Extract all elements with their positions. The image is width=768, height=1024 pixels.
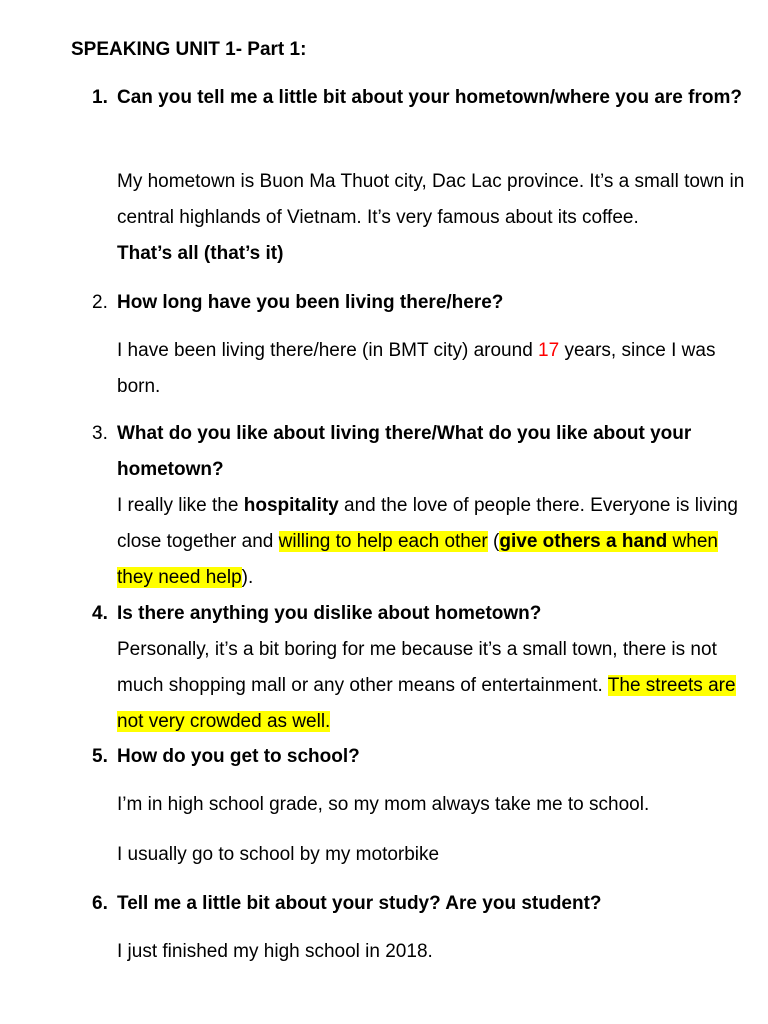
- answer-3-text-1: I really like the: [117, 495, 244, 516]
- answer-3-text-4: ).: [241, 567, 254, 588]
- item-number-6: 6.: [92, 893, 108, 914]
- answer-3-text-2: and the love of people there. Everyone is living close together and: [117, 495, 739, 552]
- answer-4: [117, 632, 757, 740]
- question-5: How do you get to school?: [117, 746, 360, 767]
- item-number-3: 3.: [92, 423, 108, 444]
- answer-2-years-value: 17: [538, 340, 560, 361]
- answer-4-text: Personally, it’s a bit boring for me because it’s a small town, there is not much shopping mall or any other means of entertainment.: [117, 639, 717, 696]
- document-title: SPEAKING UNIT 1- Part 1:: [71, 39, 307, 60]
- answer-4-highlight: The streets are not very crowded as well.: [117, 675, 736, 732]
- answer-3-highlight-2: when they need help: [117, 531, 718, 588]
- answer-2: [117, 333, 757, 405]
- answer-1-bold: That’s all (that’s it): [117, 243, 284, 264]
- item-number-2: 2.: [92, 292, 108, 313]
- answer-5-line-1: I’m in high school grade, so my mom always take me to school.: [117, 794, 650, 815]
- question-2: How long have you been living there/here?: [117, 292, 504, 313]
- answer-6: I just finished my high school in 2018.: [117, 941, 433, 962]
- answer-3-highlight-1: willing to help each other: [278, 531, 488, 552]
- answer-2-text-after: years, since I was born.: [117, 340, 716, 397]
- question-4: Is there anything you dislike about hometown?: [117, 603, 542, 624]
- answer-1: [117, 164, 757, 272]
- item-number-1: 1.: [92, 87, 108, 108]
- answer-1-text: My hometown is Buon Ma Thuot city, Dac Lac province. It’s a small town in central highlands of Vietnam. It’s very famous about its coffee.: [117, 171, 745, 228]
- item-number-5: 5.: [92, 746, 108, 767]
- answer-3-bold-hospitality: hospitality: [243, 495, 339, 516]
- question-6: Tell me a little bit about your study? Are you student?: [117, 893, 602, 914]
- answer-3-highlight-bold: give others a hand: [499, 531, 668, 552]
- answer-3-text-3: (: [487, 531, 500, 552]
- answer-2-text-before: I have been living there/here (in BMT city) around: [117, 340, 539, 361]
- answer-5-line-2: I usually go to school by my motorbike: [117, 844, 440, 865]
- item-number-4: 4.: [92, 603, 108, 624]
- question-1: Can you tell me a little bit about your hometown/where you are from?: [117, 87, 742, 108]
- question-3: What do you like about living there/What do you like about your hometown?: [117, 423, 692, 480]
- answer-3: [117, 488, 757, 596]
